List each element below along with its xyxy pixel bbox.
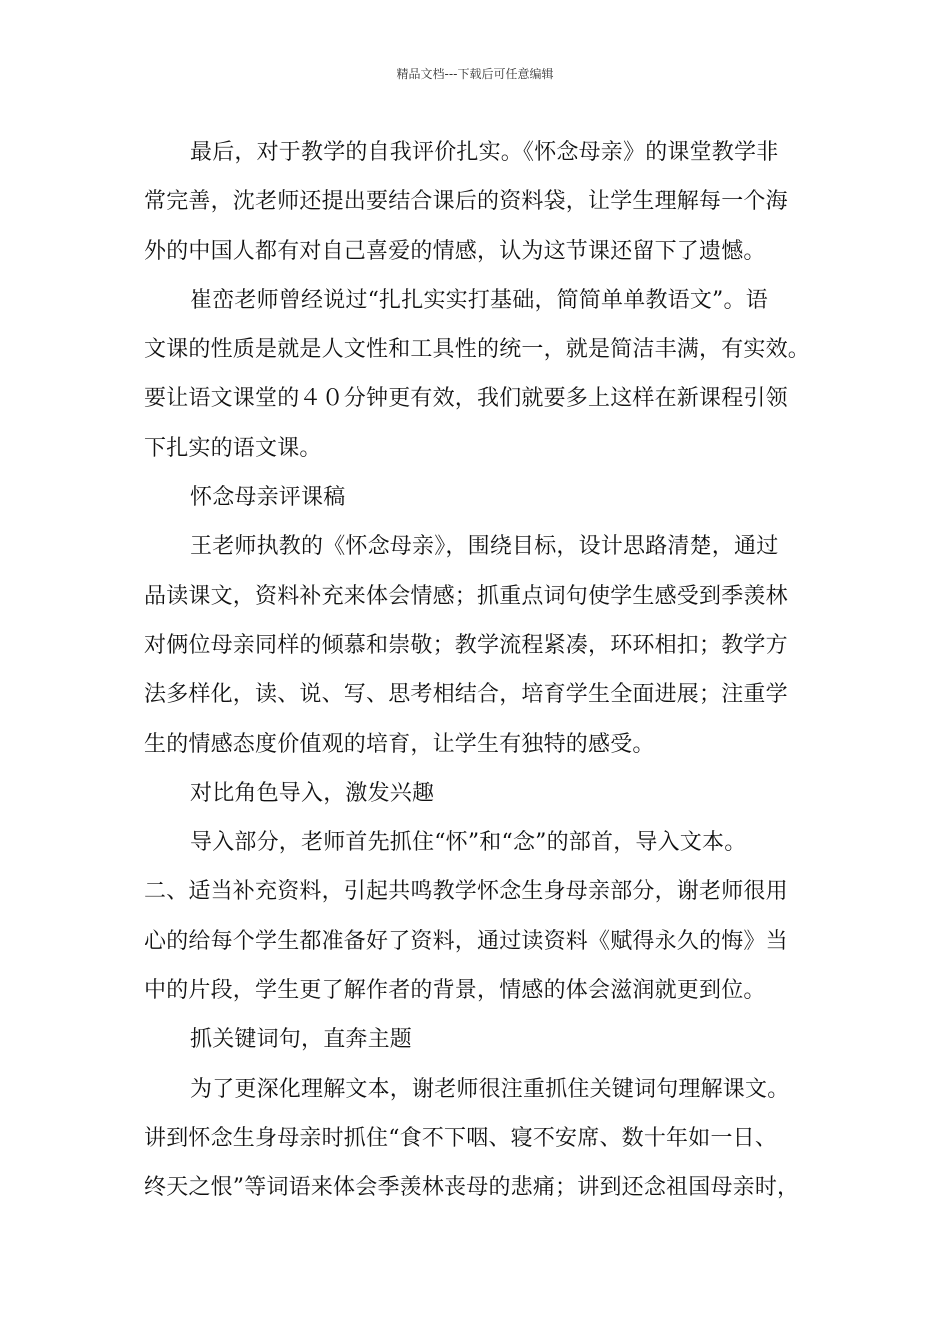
section-heading: 对比角色导入，激发兴趣 xyxy=(190,780,435,806)
text-line: 外的中国人都有对自己喜爱的情感，认为这节课还留下了遗憾。 xyxy=(144,238,766,264)
document-body xyxy=(144,128,814,1213)
text-line: 二、适当补充资料，引起共鸣教学怀念生身母亲部分，谢老师很用 xyxy=(144,879,788,905)
text-line: 崔峦老师曾经说过“扎扎实实打基础，简简单单教语文”。语 xyxy=(190,287,768,313)
text-line: 品读课文，资料补充来体会情感；抓重点词句使学生感受到季羡林 xyxy=(144,583,788,609)
text-line: 为了更深化理解文本，谢老师很注重抓住关键词句理解课文。 xyxy=(190,1076,790,1102)
text-line: 要让语文课堂的４０分钟更有效，我们就要多上这样在新课程引领 xyxy=(144,386,788,412)
text-line: 讲到怀念生身母亲时抓住“食不下咽、寝不安席、数十年如一日、 xyxy=(144,1125,778,1151)
text-line: 下扎实的语文课。 xyxy=(144,435,322,461)
text-line: 中的片段，学生更了解作者的背景，情感的体会滋润就更到位。 xyxy=(144,978,766,1004)
text-line: 对俩位母亲同样的倾慕和崇敬；教学流程紧凑，环环相扣；教学方 xyxy=(144,632,788,658)
text-line: 生的情感态度价值观的培育，让学生有独特的感受。 xyxy=(144,731,655,757)
text-line: 心的给每个学生都准备好了资料，通过读资料《赋得永久的悔》当 xyxy=(144,928,788,954)
text-line: 常完善，沈老师还提出要结合课后的资料袋，让学生理解每一个海 xyxy=(144,189,788,215)
section-heading: 抓关键词句，直奔主题 xyxy=(190,1027,413,1053)
text-line: 导入部分，老师首先抓住“怀”和“念”的部首，导入文本。 xyxy=(190,830,747,856)
text-line: 文课的性质是就是人文性和工具性的统一，就是简洁丰满，有实效。 xyxy=(144,337,811,363)
text-line: 最后，对于教学的自我评价扎实。《怀念母亲》的课堂教学非 xyxy=(190,140,779,165)
text-line: 法多样化，读、说、写、思考相结合，培育学生全面进展；注重学 xyxy=(144,682,788,708)
text-line: 终天之恨”等词语来体会季羡林丧母的悲痛；讲到还念祖国母亲时， xyxy=(144,1175,800,1201)
text-line: 王老师执教的《怀念母亲》，围绕目标，设计思路清楚，通过 xyxy=(190,534,779,560)
section-heading: 怀念母亲评课稿 xyxy=(190,485,346,511)
page-header: 精品文档---下载后可任意编辑 xyxy=(396,67,554,81)
